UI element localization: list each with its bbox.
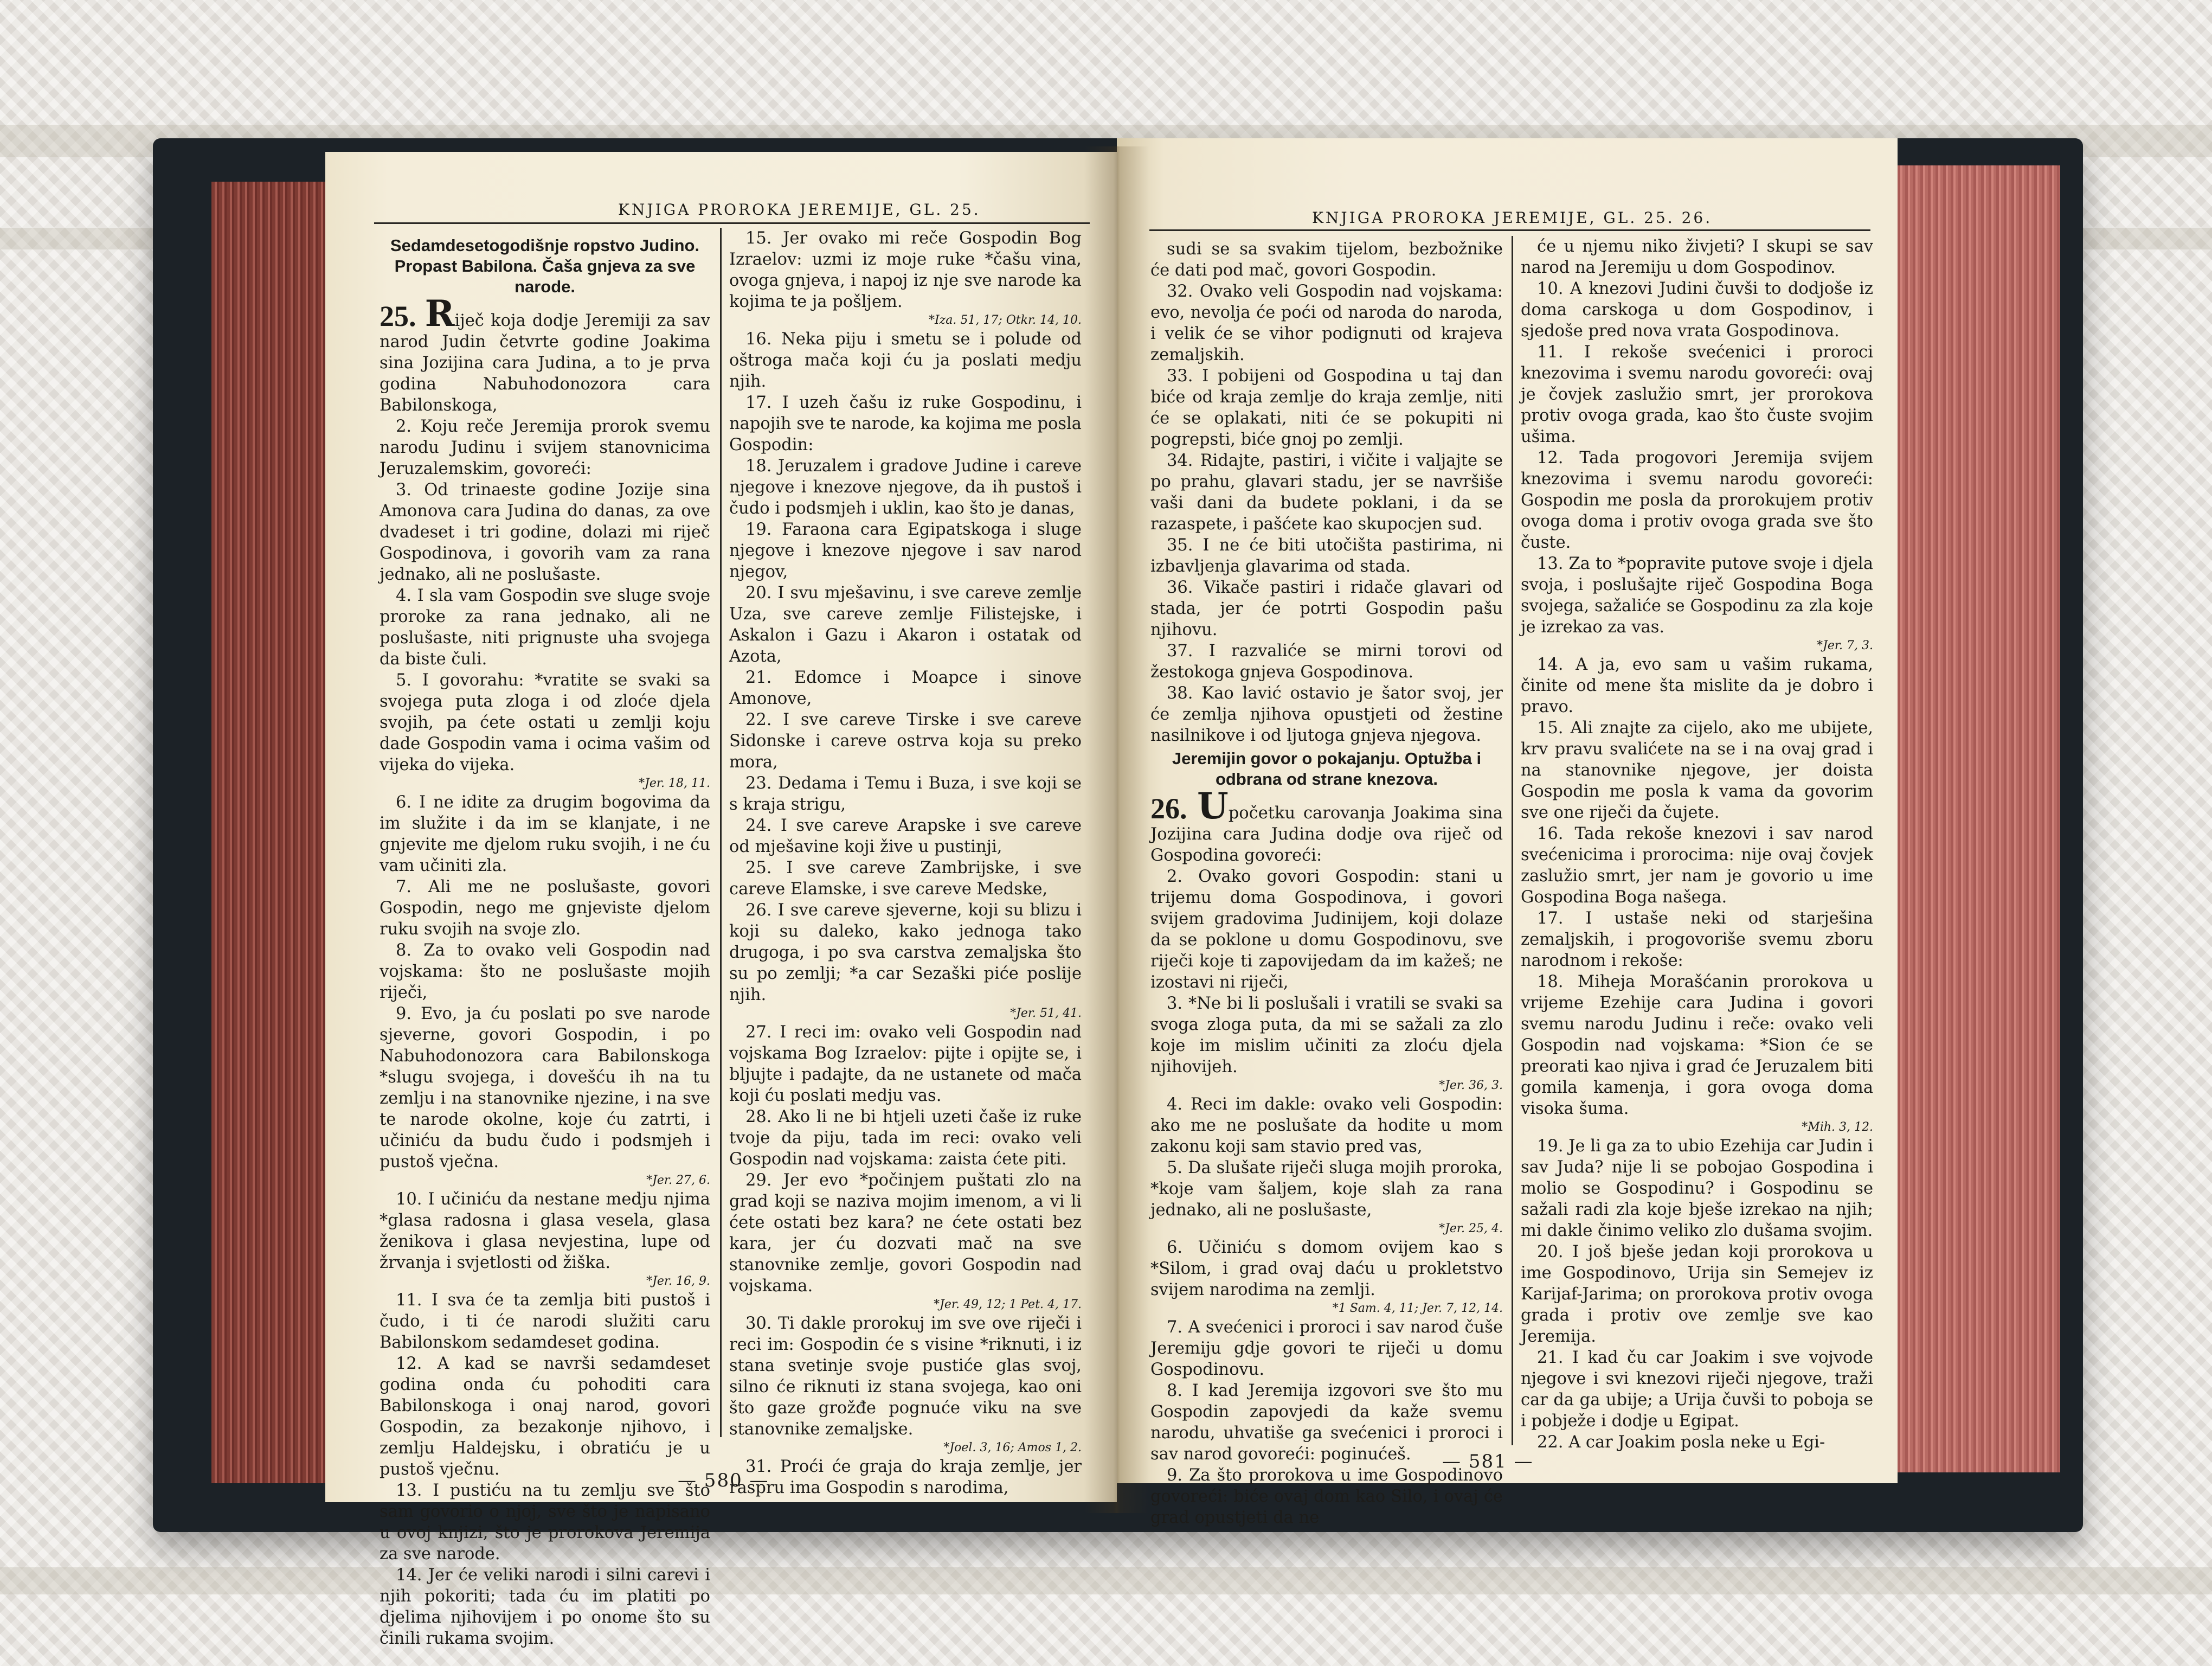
verse: 32. Ovako veli Gospodin nad vojskama: evo, nevolja će poći od naroda do naroda, i velik će se vihor podignuti od krajeva zemaljskih. (1150, 282, 1503, 364)
verse: 21. Edomce i Moapce i sinove Amonove, (729, 668, 1082, 708)
header-rule (1149, 229, 1870, 231)
cross-reference: *Jer. 25, 4. (1439, 1222, 1503, 1235)
verse: 13. I pustiću na tu zemlju sve što sam govorio o njoj, sve što je napisano u ovoj knjizi, što je prorokova Jeremija za sve narode. (380, 1481, 710, 1564)
verse: 37. I razvaliće se mirni torovi od žestokoga gnjeva Gospodinova. (1150, 642, 1503, 682)
left-page-column-2 (729, 228, 1082, 1498)
verse: 7. A svećenici i proroci i sav narod čuše Jeremiju gdje govori te riječi u domu Gospodinovu. (1150, 1318, 1503, 1379)
verse: 21. I kad ču car Joakim i sve vojvode njegove i svi knezovi riječi njegove, traži car da ga ubije; a Urija čuvši to poboja se i pobježe i dodje u Egipat. (1521, 1348, 1873, 1431)
verse: 2. Ovako govori Gospodin: stani u trijemu doma Gospodinova, i govori svijem gradovima Judinijem, koji dolaze da se poklone u domu Gospodinovu, sve riječi koje ti zapovijedam da im kažeš; ne izostavi ni riječi, (1150, 867, 1503, 992)
verse: 2. Koju reče Jeremija prorok svemu narodu Judinu i svijem stanovnicima Jeruzalemskim, govoreći: (380, 417, 710, 478)
running-head-left: KNJIGA PROROKA JEREMIJE, GL. 25. (618, 201, 981, 219)
chapter-opening (380, 292, 710, 416)
verse: 19. Faraona cara Egipatskoga i sluge njegove i knezove njegove i sav narod njegov, (729, 520, 1082, 581)
verse: 14. Jer će veliki narodi i silni carevi i njih pokoriti; tada ću im platiti po djelima njihovijem i po onome što su činili rukama svojim. (380, 1566, 710, 1648)
verse: 6. Učiniću s domom ovijem kao s *Silom, i grad ovaj daću u prokletstvo svijem narodima na zemlji. (1150, 1238, 1503, 1299)
right-page-column-2 (1521, 236, 1873, 1453)
cross-reference: *Jer. 51, 41. (1010, 1007, 1082, 1020)
verse: 15. Ali znajte za cijelo, ako me ubijete, krv pravu svalićete na se i na ovaj grad i na stanovnike njegove, jer doista Gospodin me posla k vama da govorim sve one riječi da čujete. (1521, 719, 1873, 822)
column-divider (720, 228, 722, 1437)
right-page (1117, 138, 1898, 1527)
verse: 18. Miheja Morašćanin prorokova u vrijeme Ezehije cara Judina i govori svemu narodu Judinu i reče: ovako veli Gospodin nad vojskama: *Sion će se preorati kao njiva i grad će Jeruzalem biti gomila kamenja, i gora ovoga doma visoka šuma. (1521, 972, 1873, 1118)
cross-reference: *Jer. 18, 11. (639, 777, 710, 790)
cross-reference: *Jer. 36, 3. (1439, 1079, 1503, 1092)
verse: će u njemu niko živjeti? I skupi se sav narod na Jeremiju u dom Gospodinov. (1521, 237, 1873, 277)
verse: 11. I rekoše svećenici i proroci knezovima i svemu narodu govoreći: ovaj je čovjek zaslužio smrt, jer prorokova protiv ovoga grada, kao što čuste svojim ušima. (1521, 343, 1873, 446)
verse: 23. Dedama i Temu i Buza, i sve koji se s kraja strigu, (729, 774, 1082, 814)
verse: 12. Tada progovori Jeremija svijem knezovima i svemu narodu govoreći: Gospodin me posla da prorokujem protiv ovoga doma i protiv ovoga grada sve što čuste. (1521, 448, 1873, 552)
verse-text: početku carovanja Joakima sina Jozijina cara Judina dodje ova riječ od Gospodina govoreći: (1150, 804, 1503, 865)
verse: 16. Tada rekoše knezovi i sav narod svećenicima i prorocima: nije ovaj čovjek zaslužio smrt, jer nam je govorio u ime Gospodina Boga našega. (1521, 824, 1873, 907)
verse: 31. Proći će graja do kraja zemlje, jer raspru ima Gospodin s narodima, (729, 1457, 1082, 1497)
verse: 14. A ja, evo sam u vašim rukama, činite od mene šta mislite da je dobro i pravo. (1521, 655, 1873, 716)
verse: 9. Za što prorokova u ime Gospodinovo govoreći: biće ovaj dom kao Silo, i ovaj će grad opustjeti da ne (1150, 1466, 1503, 1527)
page-number-right: — 581 — (1442, 1451, 1534, 1472)
cross-reference: *Jer. 16, 9. (646, 1274, 710, 1288)
verse: 16. Neka piju i smetu se i polude od oštroga mača koji ću ja poslati medju njih. (729, 330, 1082, 391)
book-gutter-shadow (1084, 146, 1149, 1513)
verse: sudi se sa svakim tijelom, bezbožnike će dati pod mač, govori Gospodin. (1150, 240, 1503, 280)
verse: 7. Ali me ne poslušaste, govori Gospodin, nego me gnjeviste djelom ruku svojih na svoje zlo. (380, 877, 710, 939)
page-number-left: — 580 — (678, 1470, 769, 1491)
verse: 10. I učiniću da nestane medju njima *glasa radosna i glasa vesela, glasa ženikova i glasa nevjestina, lupe od žrvanja i svjetlosti od žiška. (380, 1190, 710, 1272)
verse: 28. Ako li ne bi htjeli uzeti čaše iz ruke tvoje da piju, tada im reci: ovako veli Gospodin nad vojskama: zaista ćete piti. (729, 1107, 1082, 1169)
verse: 4. Reci im dakle: ovako veli Gospodin: ako me ne poslušate da hodite u mom zakonu koji sam stavio pred vas, (1150, 1095, 1503, 1156)
cross-reference: *Iza. 51, 17; Otkr. 14, 10. (928, 313, 1082, 327)
verse: 27. I reci im: ovako veli Gospodin nad vojskama Bog Izraelov: pijte i opijte se, i bljujte i padajte, da ne ustanete od mača koji ću poslati medju vas. (729, 1023, 1082, 1105)
page-block-edge-left (211, 182, 325, 1483)
cross-reference: *1 Sam. 4, 11; Jer. 7, 12, 14. (1332, 1302, 1503, 1315)
drop-cap: U (1197, 785, 1229, 827)
verse: 6. I ne idite za drugim bogovima da im služite i da im se klanjate, i ne gnjevite me djelom ruku svojih, i ne ću vam učiniti zla. (380, 793, 710, 875)
verse: 8. Za to ovako veli Gospodin nad vojskama: što ne poslušaste mojih riječi, (380, 941, 710, 1002)
verse: 22. I sve careve Tirske i sve careve Sidonske i careve ostrva koja su preko mora, (729, 710, 1082, 772)
header-rule (374, 222, 1090, 224)
verse: 10. A knezovi Judini čuvši to dodjoše iz doma carskoga u dom Gospodinov, i sjedoše pred nova vrata Gospodinova. (1521, 279, 1873, 341)
verse: 38. Kao lavić ostavio je šator svoj, jer će zemlja njihova opustjeti od žestine nasilnikove i od ljutoga gnjeva njegova. (1150, 684, 1503, 745)
verse: 15. Jer ovako mi reče Gospodin Bog Izraelov: uzmi iz moje ruke *čašu vina, ovoga gnjeva, i napoj iz nje sve narode ka kojima te ja pošljem. (729, 229, 1082, 311)
chapter-number: 25. (380, 300, 425, 332)
verse: 17. I uzeh čašu iz ruke Gospodinu, i napojih sve te narode, ka kojima me posla Gospodin: (729, 393, 1082, 454)
verse: 24. I sve careve Arapske i sve careve od mješavine koji žive u pustinji, (729, 816, 1082, 856)
verse: 3. Od trinaeste godine Jozije sina Amonova cara Judina do danas, za ove dvadeset i tri godine, dolazi mi riječ Gospodinova, i govorih vam za rana jednako, ali ne poslušaste. (380, 480, 710, 584)
verse: 11. I sva će ta zemlja biti pustoš i čudo, i ti će narodi služiti caru Babilonskom sedamdeset godina. (380, 1291, 710, 1352)
verse: 22. A car Joakim posla neke u Egi- (1537, 1433, 1825, 1452)
running-head-right: KNJIGA PROROKA JEREMIJE, GL. 25. 26. (1312, 209, 1713, 227)
section-heading: Jeremijin govor o pokajanju. Optužba i odbrana od strane knezova. (1172, 749, 1482, 789)
verse-text: iječ koja dodje Jeremiji za sav narod Judin četvrte godine Joakima sina Jozijina cara Judina, a to je prva godina Nabuhodonozora cara Babilonskoga, (380, 311, 710, 415)
cross-reference: *Joel. 3, 16; Amos 1, 2. (943, 1441, 1082, 1454)
verse: 17. I ustaše neki od starješina zemaljskih, i progovoriše svemu zboru narodnom i rekoše: (1521, 909, 1873, 970)
verse: 8. I kad Jeremija izgovori sve što mu Gospodin zapovjedi da kaže svemu narodu, uhvatiše ga svećenici i proroci i sav narod govoreći: poginućeš. (1150, 1381, 1503, 1464)
drop-cap: R (425, 292, 455, 335)
left-page-column-1 (380, 233, 710, 1649)
section-heading: Sedamdesetogodišnje ropstvo Judino. Propast Babilona. Čaša gnjeva za sve narode. (390, 236, 700, 296)
verse: 12. A kad se navrši sedamdeset godina onda ću pohoditi cara Babilonskoga i onaj narod, govori Gospodin, za bezakonje njihovo, i zemlju Haldejsku, i obratiću je u pustoš vječnu. (380, 1354, 710, 1479)
cross-reference: *Jer. 7, 3. (1817, 639, 1873, 652)
verse: 19. Je li ga za to ubio Ezehija car Judin i sav Juda? nije li se pobojao Gospodina i molio se Gospodinu? i Gospodinu se sažali radi zla koje bješe izrekao na njih; mi dakle činimo veliko zlo dušama svojim. (1521, 1137, 1873, 1240)
verse: 4. I sla vam Gospodin sve sluge svoje proroke za rana jednako, ali ne poslušaste, niti prignuste uha svojega da biste čuli. (380, 586, 710, 669)
cross-reference: *Jer. 49, 12; 1 Pet. 4, 17. (934, 1298, 1082, 1311)
verse: 26. I sve careve sjeverne, koji su blizu i koji su daleko, kako jednoga tako drugoga, i po sva carstva zemaljska što su po zemlji; *a car Sezaški piće poslije njih. (729, 901, 1082, 1004)
left-page (325, 152, 1117, 1648)
verse: 13. Za to *popravite putove svoje i djela svoja, i poslušajte riječ Gospodina Boga svojega, sažaliće se Gospodinu za zla koje je izrekao za vas. (1521, 554, 1873, 637)
column-divider (1512, 236, 1513, 1445)
chapter-opening (1150, 785, 1503, 866)
verse: 18. Jeruzalem i gradove Judine i careve njegove i knezove njegove, da ih pustoš i čudo i podsmjeh i uklin, kao što je danas, (729, 457, 1082, 518)
cross-reference: *Jer. 27, 6. (646, 1174, 710, 1187)
chapter-number: 26. (1150, 792, 1198, 825)
verse: 33. I pobijeni od Gospodina u taj dan biće od kraja zemlje do kraja zemlje, niti će se oplakati, niti će se pokupiti ni pogrepsti, biće gnoj po zemlji. (1150, 367, 1503, 449)
verse: 36. Vikače pastiri i ridače glavari od stada, jer će potrti Gospodin pašu njihovu. (1150, 578, 1503, 639)
verse: 29. Jer evo *počinjem puštati zlo na grad koji se naziva mojim imenom, a vi li ćete ostati bez kara? ne ćete ostati bez kara, jer ću dozvati mač na sve stanovnike zemlje, govori Gospodin nad vojskama. (729, 1171, 1082, 1296)
cross-reference: *Mih. 3, 12. (1802, 1120, 1873, 1134)
page-block-edge-right (1898, 165, 2060, 1472)
verse: 25. I sve careve Zambrijske, i sve careve Elamske, i sve careve Medske, (729, 858, 1082, 899)
verse: 30. Ti dakle prorokuj im sve ove riječi i reci im: Gospodin će s visine *riknuti, i iz stana svetinje svoje pustiće glas svoj, silno će riknuti iz stana svojega, kao oni što gaze grožđe pognuće viku na sve stanovnike zemaljske. (729, 1314, 1082, 1439)
verse: 20. I svu mješavinu, i sve careve zemlje Uza, sve careve zemlje Filistejske, i Askalon i Gazu i Akaron i ostatak od Azota, (729, 584, 1082, 666)
verse: 5. Da slušate riječi sluga mojih proroka, *koje vam šaljem, koje slah za rana jednako, ali ne poslušaste, (1150, 1158, 1503, 1220)
verse: 5. I govorahu: *vratite se svaki sa svojega puta zloga i od zloće djela svojih, pa ćete ostati u zemlji koju dade Gospodin vama i ocima vašim od vijeka do vijeka. (380, 671, 710, 774)
verse: 34. Ridajte, pastiri, i vičite i valjajte se po prahu, glavari stadu, jer se navršiše vaši dani da budete poklani, i da se razaspete, i pašćete kao skupocjen sud. (1150, 451, 1503, 534)
verse: 9. Evo, ja ću poslati po sve narode sjeverne, govori Gospodin, i po Nabuhodonozora cara Babilonskoga *slugu svojega, i dovešću ih na tu zemlju i na stanovnike njezine, i na sve te narode okolne, koje ću zatrti, i učiniću da budu čudo i podsmjeh i pustoš vječna. (380, 1004, 710, 1171)
verse: 20. I još bješe jedan koji prorokova u ime Gospodinovo, Urija sin Semejev iz Karijaf-Jarima; on prorokova protiv ovoga grada i protiv ove zemlje sve kao Jeremija. (1521, 1242, 1873, 1346)
right-page-column-1 (1150, 239, 1503, 1528)
verse: 35. I ne će biti utočišta pastirima, ni izbavljenja glavarima od stada. (1150, 536, 1503, 576)
verse: 3. *Ne bi li poslušali i vratili se svaki sa svoga zloga puta, da mi se sažali za zlo koje im mislim učiniti za zloću djela njihovijeh. (1150, 994, 1503, 1077)
